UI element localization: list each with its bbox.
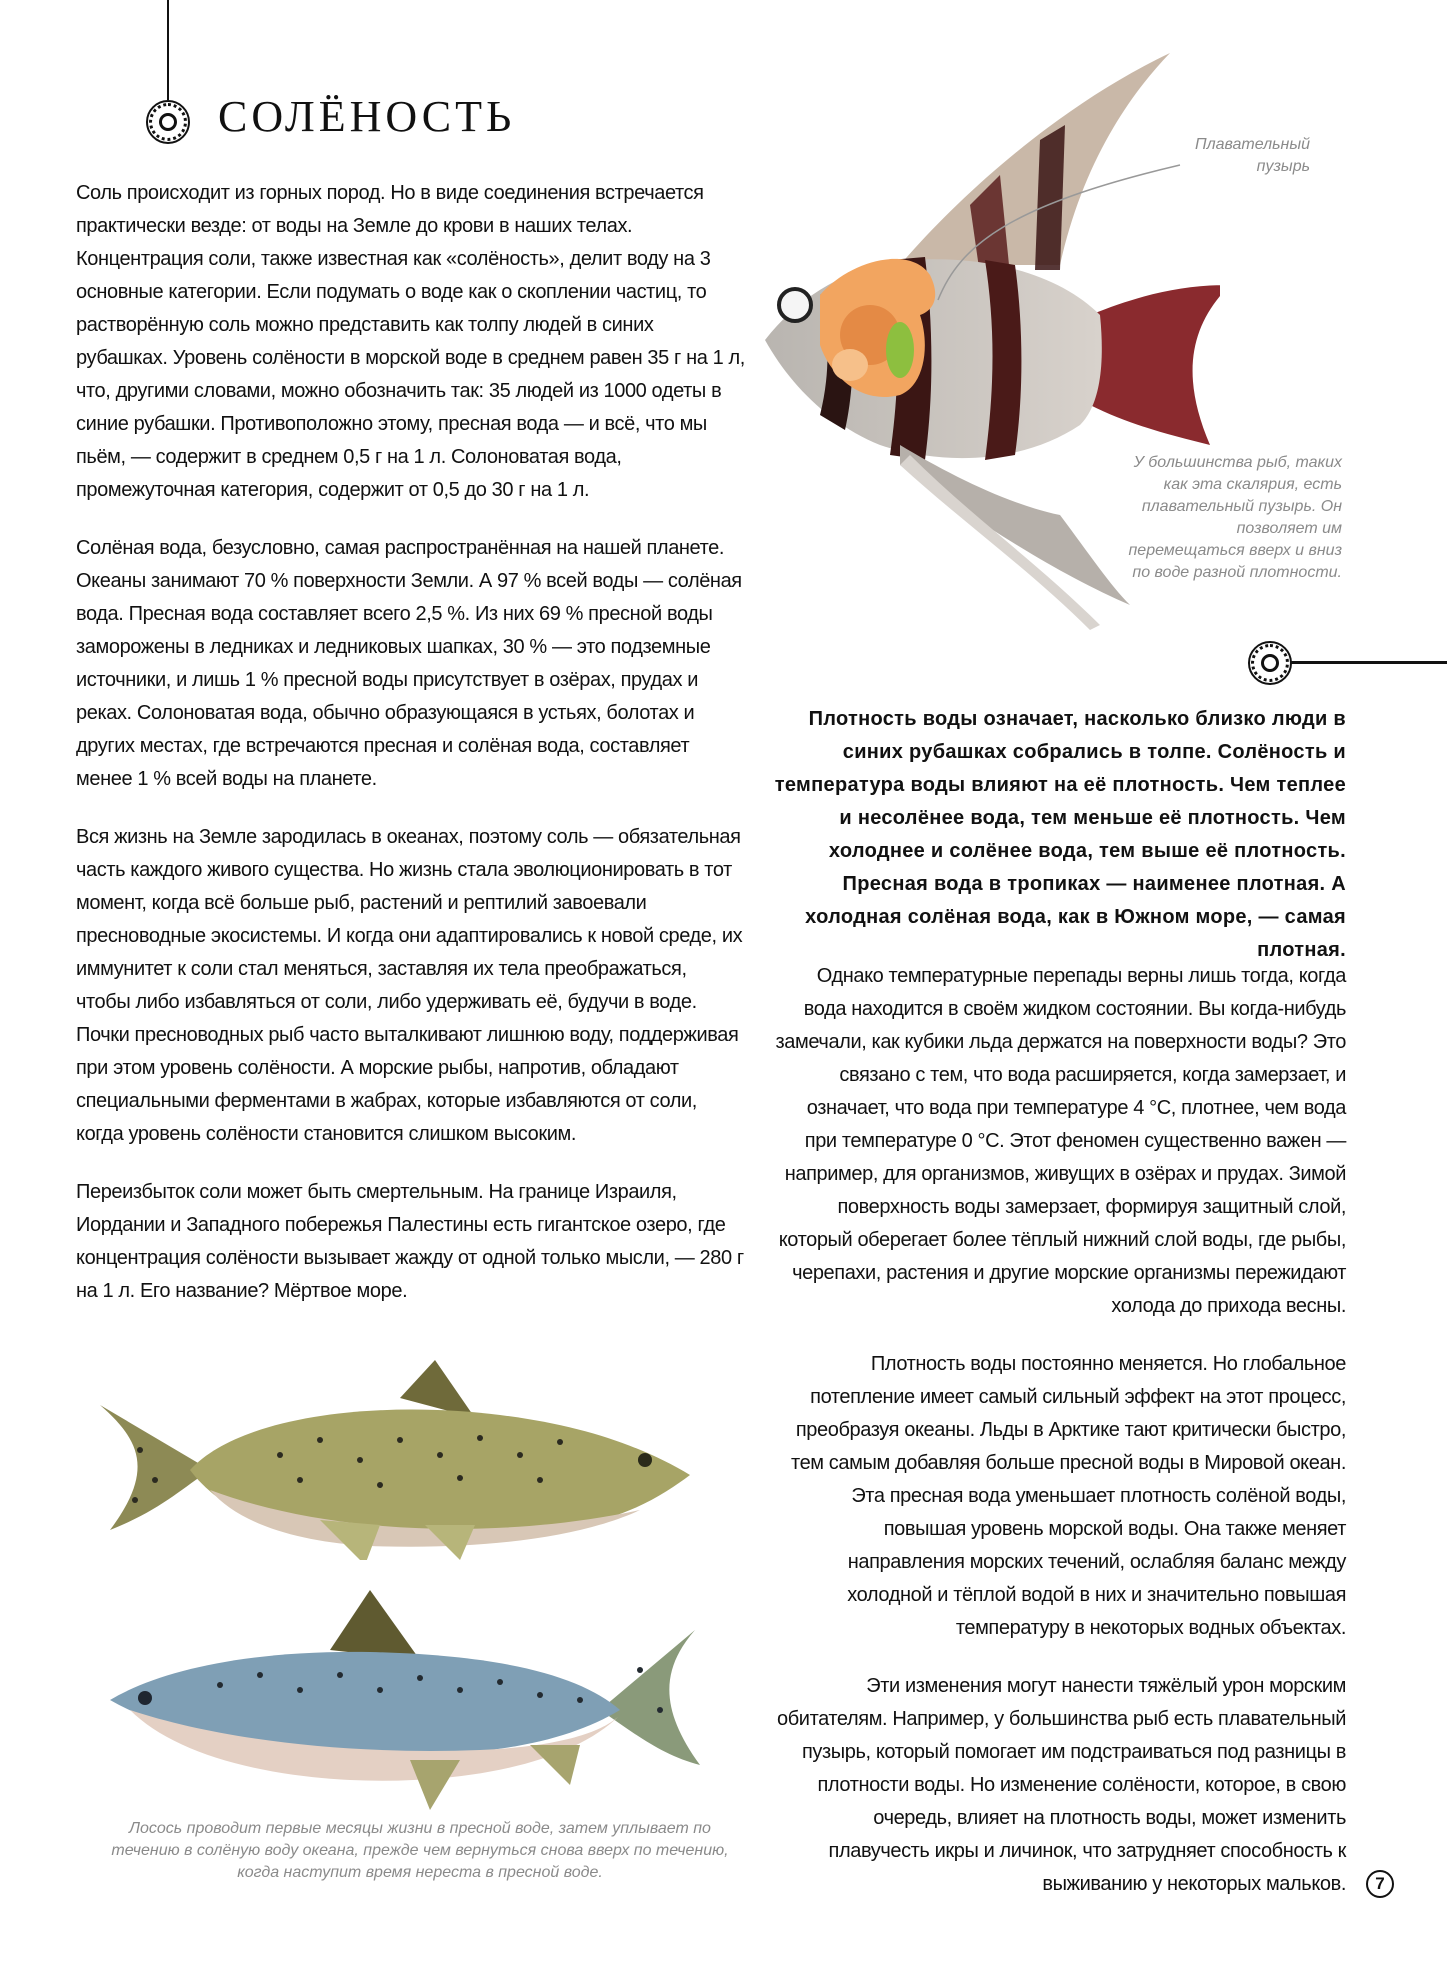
salmon-illustration-bottom [100,1590,730,1810]
target-ornament-icon [146,100,190,144]
decorative-horizontal-line [1290,661,1447,664]
left-column [76,177,746,1333]
page-title: СОЛЁНОСТЬ [218,92,516,141]
salmon-caption: Лосось проводит первые месяцы жизни в пресной воде, затем уплывает по течению в солёную воду океана, прежде чем вернуться снова вверх по течению, когда наступит время нереста в пресной воде. [111,1820,729,1881]
paragraph: Плотность воды постоянно меняется. Но глобальное потепление имеет самый сильный эффект на этот процесс, преобразуя океаны. Льды в Арктике тают критически быстро, тем самым добавляя больше пресной воды в Мировой океан. Эта пресная вода уменьшает плотность солёной воды, повышая уровень морской воды. Она также меняет направления морских течений, ослабляя баланс между холодной и тёплой водой в них и значительно повышая температуру в некоторых водных объектах. [791,1353,1346,1639]
swim-bladder-caption: Плавательный пузырь [1194,136,1310,175]
paragraph: Эти изменения могут нанести тяжёлый урон морским обитателям. Например, у большинства рыб есть плавательный пузырь, который помогает им подстраиваться под разницы в плотности воды. Но изменение солёности, которое, в свою очередь, влияет на плотность воды, может изменить плавучесть икры и личинок, что затрудняет способность к выживанию у некоторых мальков. [777,1675,1346,1895]
paragraph: Соль происходит из горных пород. Но в виде соединения встречается практически везде: от воды на Земле до крови в наших телах. Концентрация соли, также известная как «солёность», делит воду на 3 основные категории. Если подумать о воде как о скоплении частиц, то растворённую соль можно представить как толпу людей в синих рубашках. Уровень солёности в морской воде в среднем равен 35 г на 1 л, что, другими словами, можно обозначить так: 35 людей из 1000 одеты в синие рубашки. Противоположно этому, пресная вода — и всё, что мы пьём, — содержит в среднем 0,5 г на 1 л. Солоноватая вода, промежуточная категория, содержит от 0,5 до 30 г на 1 л. [76,182,745,501]
page-number: 7 [1366,1870,1394,1898]
salmon-illustration-top [80,1360,710,1560]
target-ornament-icon [1248,641,1292,685]
paragraph: Вся жизнь на Земле зародилась в океанах, поэтому соль — обязательная часть каждого живого существа. Но жизнь стала эволюционировать в тот момент, когда всё больше рыб, растений и рептилий завоевали пресноводные экосистемы. И когда они адаптировались к новой среде, их иммунитет к соли стал меняться, заставляя их тела преображаться, чтобы либо избавляться от соли, либо удерживать её, будучи в воде. Почки пресноводных рыб часто выталкивают лишнюю воду, поддерживая при этом уровень солёности. А морские рыбы, напротив, обладают специальными ферментами в жабрах, которые избавляются от соли, когда уровень солёности становится слишком высоким. [76,826,743,1145]
angelfish-caption: У большинства рыб, таких как эта скалярия, есть плавательный пузырь. Он позволяет им перемещаться вверх и вниз по воде разной плотности. [1128,454,1342,581]
right-column [770,960,1346,1926]
paragraph: Солёная вода, безусловно, самая распространённая на нашей планете. Океаны занимают 70 % поверхности Земли. А 97 % всей воды — солёная вода. Пресная вода составляет всего 2,5 %. Из них 69 % пресной воды заморожены в ледниках и ледниковых шапках, 30 % — это подземные источники, и лишь 1 % пресной воды присутствует в озёрах, прудах и реках. Солоноватая вода, обычно образующаяся в устьях, болотах и других местах, где встречаются пресная и солёная вода, составляет менее 1 % всей воды на планете. [76,537,742,790]
paragraph: Переизбыток соли может быть смертельным. На границе Израиля, Иордании и Западного побережья Палестины есть гигантское озеро, где концентрация солёности вызывает жажду от одной только мысли, — 280 г на 1 л. Его название? Мёртвое море. [76,1181,744,1302]
decorative-vertical-line [167,0,169,100]
paragraph: Однако температурные перепады верны лишь тогда, когда вода находится в своём жидком состоянии. Вы когда-нибудь замечали, как кубики льда держатся на поверхности воды? Это связано с тем, что вода расширяется, когда замерзает, и означает, что вода при температуре 4 °С, плотнее, чем вода при температуре 0 °С. Этот феномен существенно важен — например, для организмов, живущих в озёрах и прудах. Зимой поверхность воды замерзает, формируя защитный слой, который оберегает более тёплый нижний слой воды, где рыбы, черепахи, растения и другие морские организмы пережидают холода до прихода весны. [775,965,1346,1317]
right-bold-paragraph: Плотность воды означает, насколько близко люди в синих рубашках собрались в толпе. Солёность и температура воды влияют на её плотность. Чем теплее и несолёнее вода, тем меньше её плотность. Чем холоднее и солёнее вода, тем выше её плотность. Пресная вода в тропиках — наименее плотная. А холодная солёная вода, как в Южном море, — самая плотная. [774,708,1346,961]
